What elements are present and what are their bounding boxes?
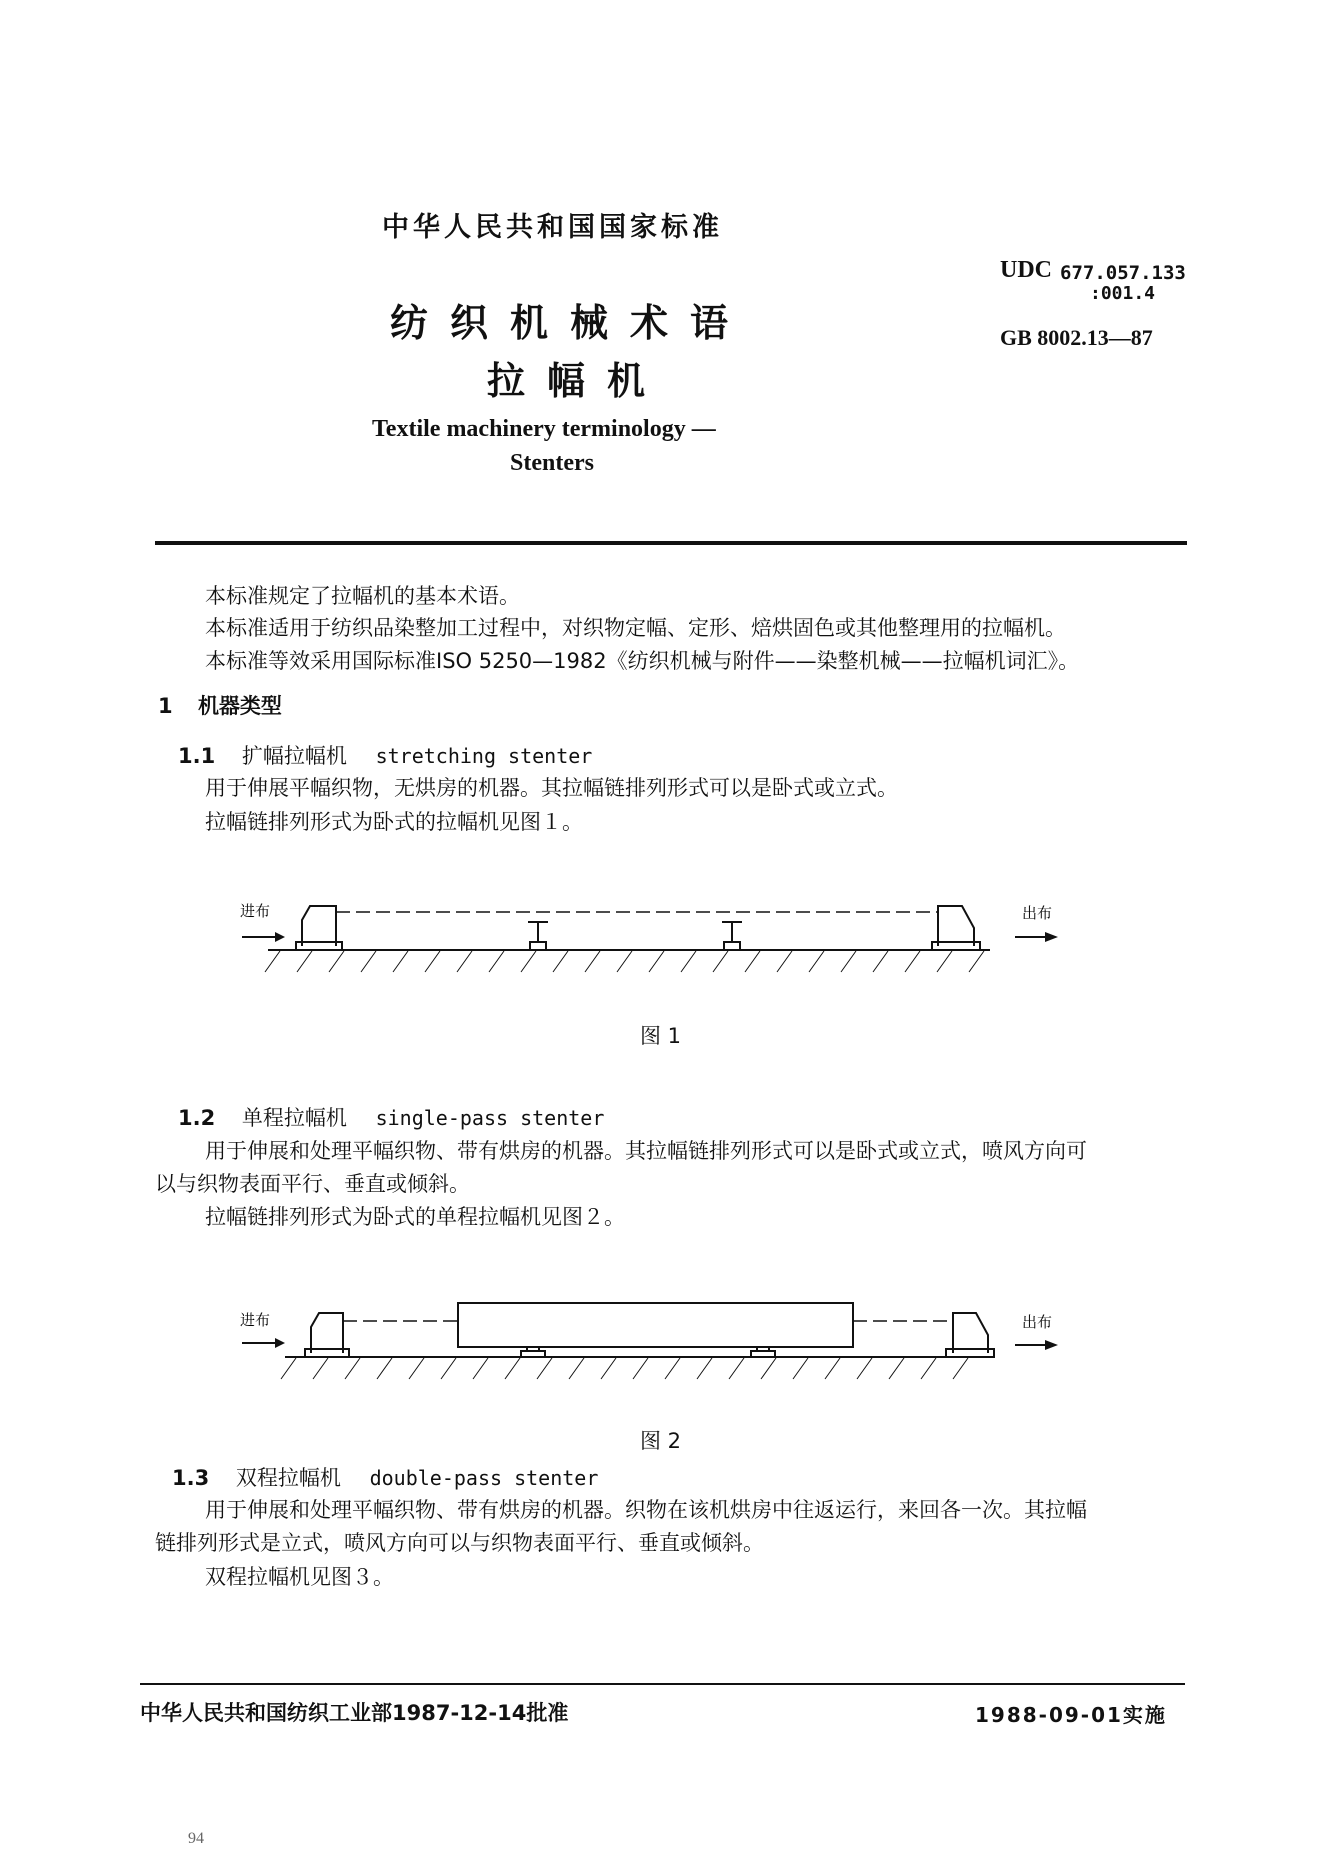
figure-2-drying-chamber xyxy=(458,1303,853,1347)
figure-2-chamber-foot-1 xyxy=(521,1347,545,1357)
term-en: single-pass stenter xyxy=(375,1106,605,1130)
intro-paragraph-2: 本标准适用于纺织品染整加工过程中，对织物定幅、定形、焙烘固色或其他整理用的拉幅机。 xyxy=(205,616,1066,640)
term-number: 1.3 xyxy=(172,1466,210,1490)
figure-2-caption: 图 2 xyxy=(640,1429,682,1453)
figure-1-label-in: 进布 xyxy=(240,902,271,920)
figure-2-label-in: 进布 xyxy=(240,1311,271,1329)
term-heading-1-3 xyxy=(172,1462,598,1492)
term-number: 1.1 xyxy=(178,744,216,768)
figure-2-diagram xyxy=(230,1285,1090,1390)
udc-code-line1: 677.057.133 xyxy=(1060,262,1186,284)
figure-1-support-2 xyxy=(722,922,742,950)
figure-1-exit-base xyxy=(932,942,980,950)
title-en-line1: Textile machinery terminology — xyxy=(372,416,716,442)
figure-2-entry-unit xyxy=(311,1313,343,1353)
term-1-2-line-1: 用于伸展和处理平幅织物、带有烘房的机器。其拉幅链排列形式可以是卧式或立式，喷风方向可 xyxy=(205,1139,1087,1163)
term-1-1-line-1: 用于伸展平幅织物，无烘房的机器。其拉幅链排列形式可以是卧式或立式。 xyxy=(205,776,898,800)
figure-1-label-out: 出布 xyxy=(1022,904,1053,922)
figure-2-chamber-foot-2 xyxy=(751,1347,775,1357)
term-cn: 双程拉幅机 xyxy=(235,1466,341,1490)
term-cn: 扩幅拉幅机 xyxy=(241,744,347,768)
udc-label: UDC xyxy=(1000,257,1052,283)
header-rule xyxy=(155,541,1187,545)
term-heading-1-2 xyxy=(178,1102,604,1132)
term-1-3-line-1: 用于伸展和处理平幅织物、带有烘房的机器。织物在该机烘房中往返运行，来回各一次。其拉幅 xyxy=(205,1498,1087,1522)
section-title: 机器类型 xyxy=(197,694,282,718)
figure-2-exit-unit xyxy=(953,1313,988,1353)
figure-2-arrowhead-out xyxy=(1045,1340,1058,1350)
section-number: 1 xyxy=(158,694,173,718)
term-1-3-line-3: 双程拉幅机见图３。 xyxy=(205,1565,394,1589)
title-cn-line1: 纺织机械术语 xyxy=(390,301,751,345)
term-1-1-line-2: 拉幅链排列形式为卧式的拉幅机见图１。 xyxy=(205,810,583,834)
figure-1-diagram xyxy=(230,880,1090,985)
figure-2-arrowhead-in xyxy=(275,1338,285,1348)
figure-1-arrowhead-out xyxy=(1045,932,1058,942)
title-cn-line2: 拉幅机 xyxy=(487,359,668,403)
figure-1-floor-hatch xyxy=(265,951,984,972)
national-standard-heading: 中华人民共和国国家标准 xyxy=(382,212,723,243)
term-en: double-pass stenter xyxy=(369,1466,599,1490)
section-heading xyxy=(158,690,282,720)
udc-code-line2: :001.4 xyxy=(1090,283,1156,304)
term-1-3-line-2: 链排列形式是立式，喷风方向可以与织物表面平行、垂直或倾斜。 xyxy=(155,1531,764,1555)
figure-2-floor-hatch xyxy=(281,1358,968,1379)
term-heading-1-1 xyxy=(178,740,592,770)
term-cn: 单程拉幅机 xyxy=(241,1106,347,1130)
figure-1-arrowhead-in xyxy=(275,932,285,942)
term-number: 1.2 xyxy=(178,1106,216,1130)
figure-1-support-1 xyxy=(528,922,548,950)
figure-2-label-out: 出布 xyxy=(1022,1313,1053,1331)
title-en-line2: Stenters xyxy=(510,450,594,476)
figure-1-caption: 图 1 xyxy=(640,1024,682,1048)
term-1-2-line-3: 拉幅链排列形式为卧式的单程拉幅机见图２。 xyxy=(205,1205,625,1229)
figure-1-entry-unit xyxy=(302,906,336,946)
intro-paragraph-3: 本标准等效采用国际标准ISO 5250—1982《纺织机械与附件——染整机械——拉幅机词汇》。 xyxy=(205,649,1080,673)
figure-1-exit-unit xyxy=(938,906,974,946)
footer-rule xyxy=(140,1683,1185,1685)
approval-date: 中华人民共和国纺织工业部1987-12-14批准 xyxy=(140,1701,569,1725)
gb-code: GB 8002.13—87 xyxy=(1000,325,1153,350)
page-number: 94 xyxy=(188,1830,204,1847)
term-en: stretching stenter xyxy=(375,744,593,768)
term-1-2-line-2: 以与织物表面平行、垂直或倾斜。 xyxy=(155,1172,470,1196)
intro-paragraph-1: 本标准规定了拉幅机的基本术语。 xyxy=(205,584,520,608)
implementation-date: 1988-09-01实施 xyxy=(975,1703,1167,1727)
